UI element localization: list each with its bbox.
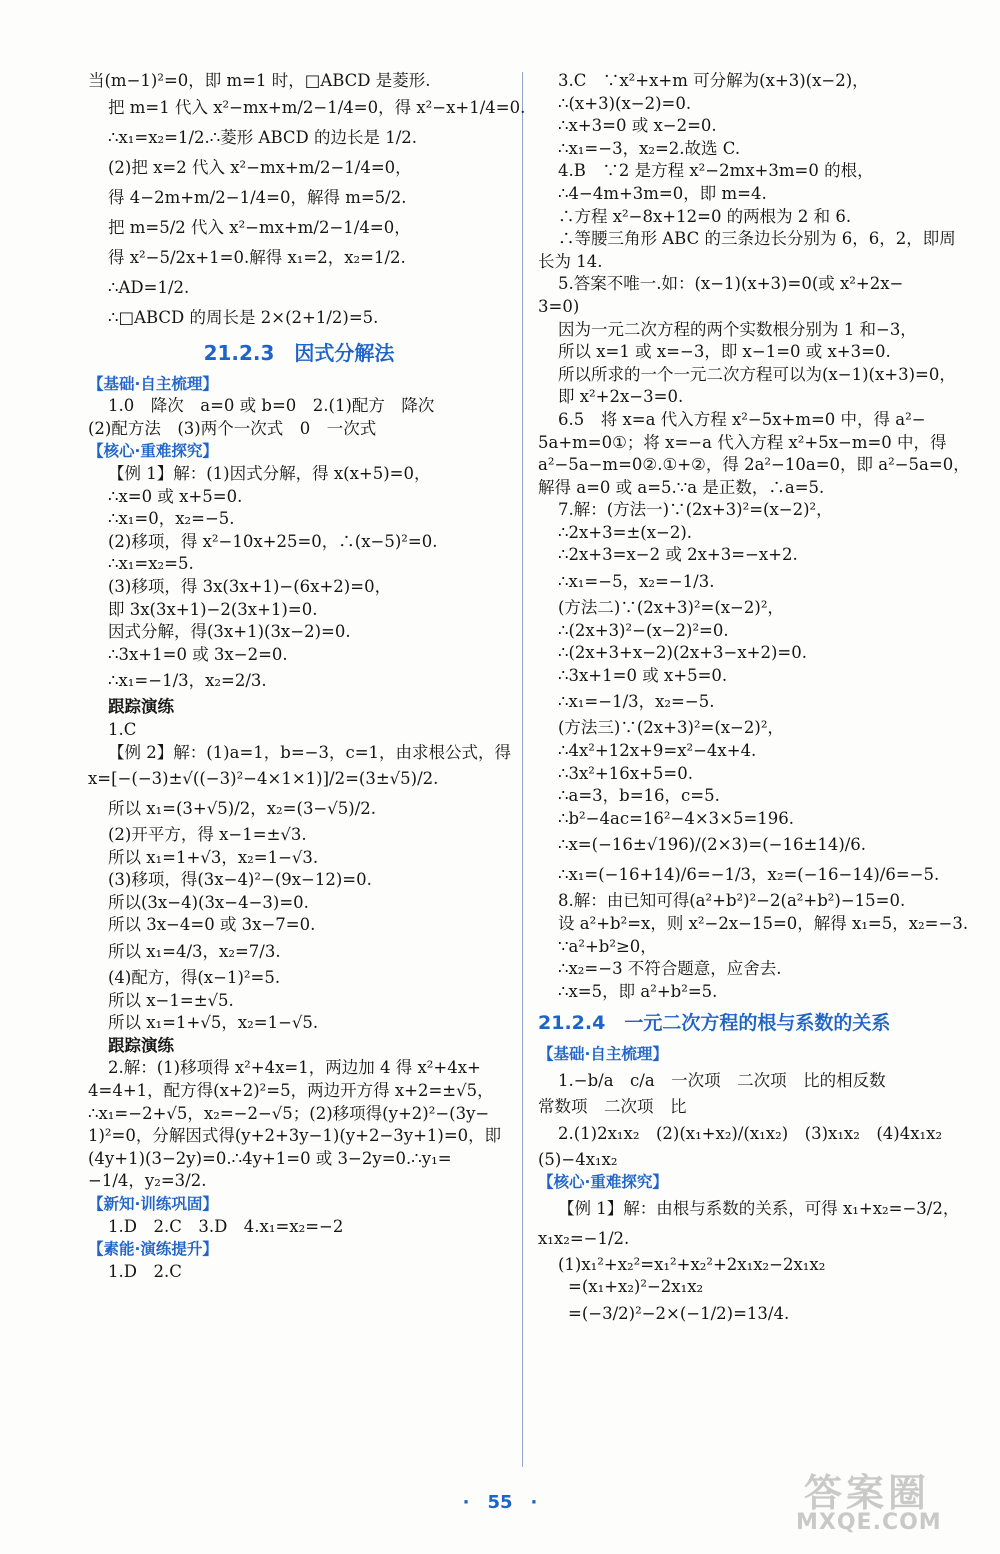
text-line: ∴x=(−16±√196)/(2×3)=(−16±14)/6.	[558, 835, 867, 855]
text-line: =(−3/2)²−2×(−1/2)=13/4.	[568, 1303, 790, 1323]
text-line: 跟踪演练	[108, 1035, 174, 1055]
text-line: ∴x₁=−1/3，x₂=−5.	[558, 692, 715, 712]
watermark-bottom: MXQE.COM	[796, 1510, 942, 1535]
text-line: ∵a²+b²≥0，	[558, 936, 657, 956]
text-line: ∴(2x+3)²−(x−2)²=0.	[558, 620, 729, 640]
text-line: 4.B ∵2 是方程 x²−2mx+3m=0 的根，	[558, 161, 874, 181]
text-line: 把 m=1 代入 x²−mx+m/2−1/4=0，得 x²−x+1/4=0.	[108, 97, 526, 117]
text-line: 跟踪演练	[108, 697, 174, 717]
subsection-label: 【核心·重难探究】	[538, 1173, 668, 1192]
section-heading: 21.2.3 因式分解法	[203, 340, 395, 365]
text-line: ∴x₁=(−16+14)/6=−1/3，x₂=(−16−14)/6=−5.	[558, 865, 940, 885]
page-number: · 55 ·	[462, 1492, 538, 1513]
text-line: 6.5 将 x=a 代入方程 x²−5x+m=0 中，得 a²−	[558, 409, 926, 429]
text-line: ∴x=5，即 a²+b²=5.	[558, 981, 718, 1001]
text-line: 得 4−2m+m/2−1/4=0，解得 m=5/2.	[108, 187, 407, 207]
text-line: (2)把 x=2 代入 x²−mx+m/2−1/4=0，	[108, 157, 412, 177]
watermark-logo	[792, 1462, 982, 1540]
text-line: 因为一元二次方程的两个实数根分别为 1 和−3，	[558, 319, 917, 339]
text-line: 【例 1】解：(1)因式分解，得 x(x+5)=0，	[108, 463, 431, 483]
text-line: ∴4−4m+3m=0，即 m=4.	[558, 183, 767, 203]
text-line: 长为 14.	[538, 251, 603, 271]
text-line: (3)移项，得 3x(3x+1)−(6x+2)=0，	[108, 576, 392, 596]
text-line: 2.(1)2x₁x₂ (2)(x₁+x₂)/(x₁x₂) (3)x₁x₂ (4)4x₁x₂	[558, 1123, 943, 1143]
section-heading: 21.2.4 一元二次方程的根与系数的关系	[538, 1012, 891, 1035]
right-column	[538, 70, 978, 1329]
text-line: (2)开平方，得 x−1=±√3.	[108, 825, 307, 845]
text-line: (5)−4x₁x₂	[538, 1149, 618, 1169]
text-line: ∴x₁=x₂=1/2.∴菱形 ABCD 的边长是 1/2.	[108, 127, 418, 147]
subsection-label: 【基础·自主梳理】	[538, 1045, 668, 1064]
text-line: ∴2x+3=±(x−2).	[558, 522, 693, 542]
text-line: ∴x₁=−1/3，x₂=2/3.	[108, 671, 267, 691]
text-line: 设 a²+b²=x，则 x²−2x−15=0，解得 x₁=5，x₂=−3.	[558, 914, 969, 933]
text-line: 1.D 2.C	[108, 1261, 182, 1281]
text-line: ∴x₁=−2+√5，x₂=−2−√5；(2)移项得(y+2)²−(3y−	[88, 1103, 490, 1123]
text-line: x=[−(−3)±√((−3)²−4×1×1)]/2=(3±√5)/2.	[88, 769, 439, 789]
text-line: 1.D 2.C 3.D 4.x₁=x₂=−2	[108, 1216, 344, 1236]
watermark-top: 答案圈	[804, 1471, 931, 1515]
column-divider	[522, 72, 523, 1467]
text-line: ∴AD=1/2.	[108, 277, 190, 297]
text-line: ∴x=0 或 x+5=0.	[108, 486, 243, 506]
text-line: 2.解：(1)移项得 x²+4x=1，两边加 4 得 x²+4x+	[108, 1058, 481, 1078]
text-line: 即 x²+2x−3=0.	[558, 387, 684, 407]
text-line: 4=4+1，配方得(x+2)²=5，两边开方得 x+2=±√5，	[88, 1081, 494, 1101]
text-line: 3=0)	[538, 296, 580, 316]
text-line: (方法三)∵(2x+3)²=(x−2)²，	[558, 718, 784, 738]
text-line: ∴b²−4ac=16²−4×3×5=196.	[558, 808, 795, 828]
text-line: 1.C	[108, 719, 137, 739]
text-line: 5a+m=0①；将 x=−a 代入方程 x²+5x−m=0 中，得	[538, 432, 947, 452]
subsection-label: 【核心·重难探究】	[88, 442, 218, 461]
text-line: (4y+1)(3−2y)=0.∴4y+1=0 或 3−2y=0.∴y₁=	[88, 1148, 452, 1168]
text-line: 1)²=0，分解因式得(y+2+3y−1)(y+2−3y+1)=0，即	[88, 1126, 502, 1146]
text-line: x₁x₂=−1/2.	[538, 1228, 630, 1248]
text-line: (1)x₁²+x₂²=x₁²+x₂²+2x₁x₂−2x₁x₂	[558, 1254, 826, 1274]
text-line: 所以 x−1=±√5.	[108, 990, 234, 1010]
text-line: 所以 x=1 或 x=−3，即 x−1=0 或 x+3=0.	[558, 342, 891, 362]
text-line: 3.C ∵x²+x+m 可分解为(x+3)(x−2)，	[558, 71, 869, 90]
text-line: 所以所求的一个一元二次方程可以为(x−1)(x+3)=0，	[558, 364, 956, 384]
text-line: ∴3x+1=0 或 3x−2=0.	[108, 644, 288, 664]
text-line: ∴方程 x²−8x+12=0 的两根为 2 和 6.	[558, 206, 852, 226]
text-line: 把 m=5/2 代入 x²−mx+m/2−1/4=0，	[108, 217, 411, 237]
text-line: ∴x₁=−5，x₂=−1/3.	[558, 572, 715, 592]
left-column	[88, 70, 526, 1283]
text-line: 所以 x₁=1+√3，x₂=1−√3.	[108, 847, 319, 867]
text-line: ∴x+3=0 或 x−2=0.	[558, 116, 717, 136]
text-line: 当(m−1)²=0，即 m=1 时，□ABCD 是菱形.	[88, 71, 431, 90]
text-line: 即 3x(3x+1)−2(3x+1)=0.	[108, 599, 318, 619]
text-line: 7.解：(方法一)∵(2x+3)²=(x−2)²，	[558, 500, 833, 520]
text-line: ∴(x+3)(x−2)=0.	[558, 93, 692, 113]
text-line: 8.解：由已知可得(a²+b²)²−2(a²+b²)−15=0.	[558, 891, 906, 911]
text-line: 5.答案不唯一.如：(x−1)(x+3)=0(或 x²+2x−	[558, 274, 904, 294]
text-line: =(x₁+x₂)²−2x₁x₂	[568, 1277, 704, 1297]
text-line: 解得 a=0 或 a=5.∵a 是正数，∴a=5.	[538, 477, 825, 497]
text-line: (3)移项，得(3x−4)²−(9x−12)=0.	[108, 870, 372, 890]
text-line: ∴x₁=0，x₂=−5.	[108, 509, 235, 529]
text-line: 所以 x₁=1+√5，x₂=1−√5.	[108, 1013, 319, 1033]
text-line: −1/4，y₂=3/2.	[88, 1171, 207, 1191]
text-line: ∴3x+1=0 或 x+5=0.	[558, 665, 728, 685]
text-line: 因式分解，得(3x+1)(3x−2)=0.	[108, 622, 351, 642]
text-line: (方法二)∵(2x+3)²=(x−2)²，	[558, 598, 784, 618]
text-line: (2)移项，得 x²−10x+25=0，∴(x−5)²=0.	[108, 531, 438, 551]
text-line: (4)配方，得(x−1)²=5.	[108, 968, 281, 988]
text-line: ∴3x²+16x+5=0.	[558, 763, 693, 783]
text-line: ∴4x²+12x+9=x²−4x+4.	[558, 741, 757, 761]
text-line: 所以 3x−4=0 或 3x−7=0.	[108, 915, 316, 935]
text-line: ∴x₁=−3，x₂=2.故选 C.	[558, 138, 741, 158]
text-line: ∴2x+3=x−2 或 2x+3=−x+2.	[558, 545, 798, 565]
subsection-label: 【素能·演练提升】	[88, 1240, 218, 1259]
text-line: 1.−b/a c/a 一次项 二次项 比的相反数	[558, 1070, 886, 1090]
subsection-label: 【新知·训练巩固】	[88, 1195, 218, 1213]
text-line: 所以(3x−4)(3x−4−3)=0.	[108, 892, 309, 912]
subsection-label: 【基础·自主梳理】	[88, 374, 218, 393]
text-line: ∴□ABCD 的周长是 2×(2+1/2)=5.	[108, 307, 379, 327]
text-line: 得 x²−5/2x+1=0.解得 x₁=2，x₂=1/2.	[108, 247, 406, 267]
text-line: 常数项 二次项 比	[538, 1096, 687, 1116]
text-line: 所以 x₁=(3+√5)/2，x₂=(3−√5)/2.	[108, 799, 377, 819]
text-line: ∴x₁=x₂=5.	[108, 554, 194, 574]
text-line: ∴a=3，b=16，c=5.	[558, 786, 720, 806]
text-line: 所以 x₁=4/3，x₂=7/3.	[108, 942, 281, 962]
text-line: 【例 1】解：由根与系数的关系，可得 x₁+x₂=−3/2，	[558, 1198, 960, 1218]
text-line: 1.0 降次 a=0 或 b=0 2.(1)配方 降次	[108, 396, 435, 416]
text-line: (2)配方法 (3)两个一次式 0 一次式	[88, 418, 377, 438]
text-line: ∴(2x+3+x−2)(2x+3−x+2)=0.	[558, 643, 807, 663]
text-line: a²−5a−m=0②.①+②，得 2a²−10a=0，即 a²−5a=0，	[538, 455, 970, 475]
text-line: ∴等腰三角形 ABC 的三条边长分别为 6，6，2，即周	[558, 229, 956, 249]
text-line: ∴x₂=−3 不符合题意，应舍去.	[558, 959, 782, 979]
text-line: 【例 2】解：(1)a=1，b=−3，c=1，由求根公式，得	[108, 742, 512, 762]
